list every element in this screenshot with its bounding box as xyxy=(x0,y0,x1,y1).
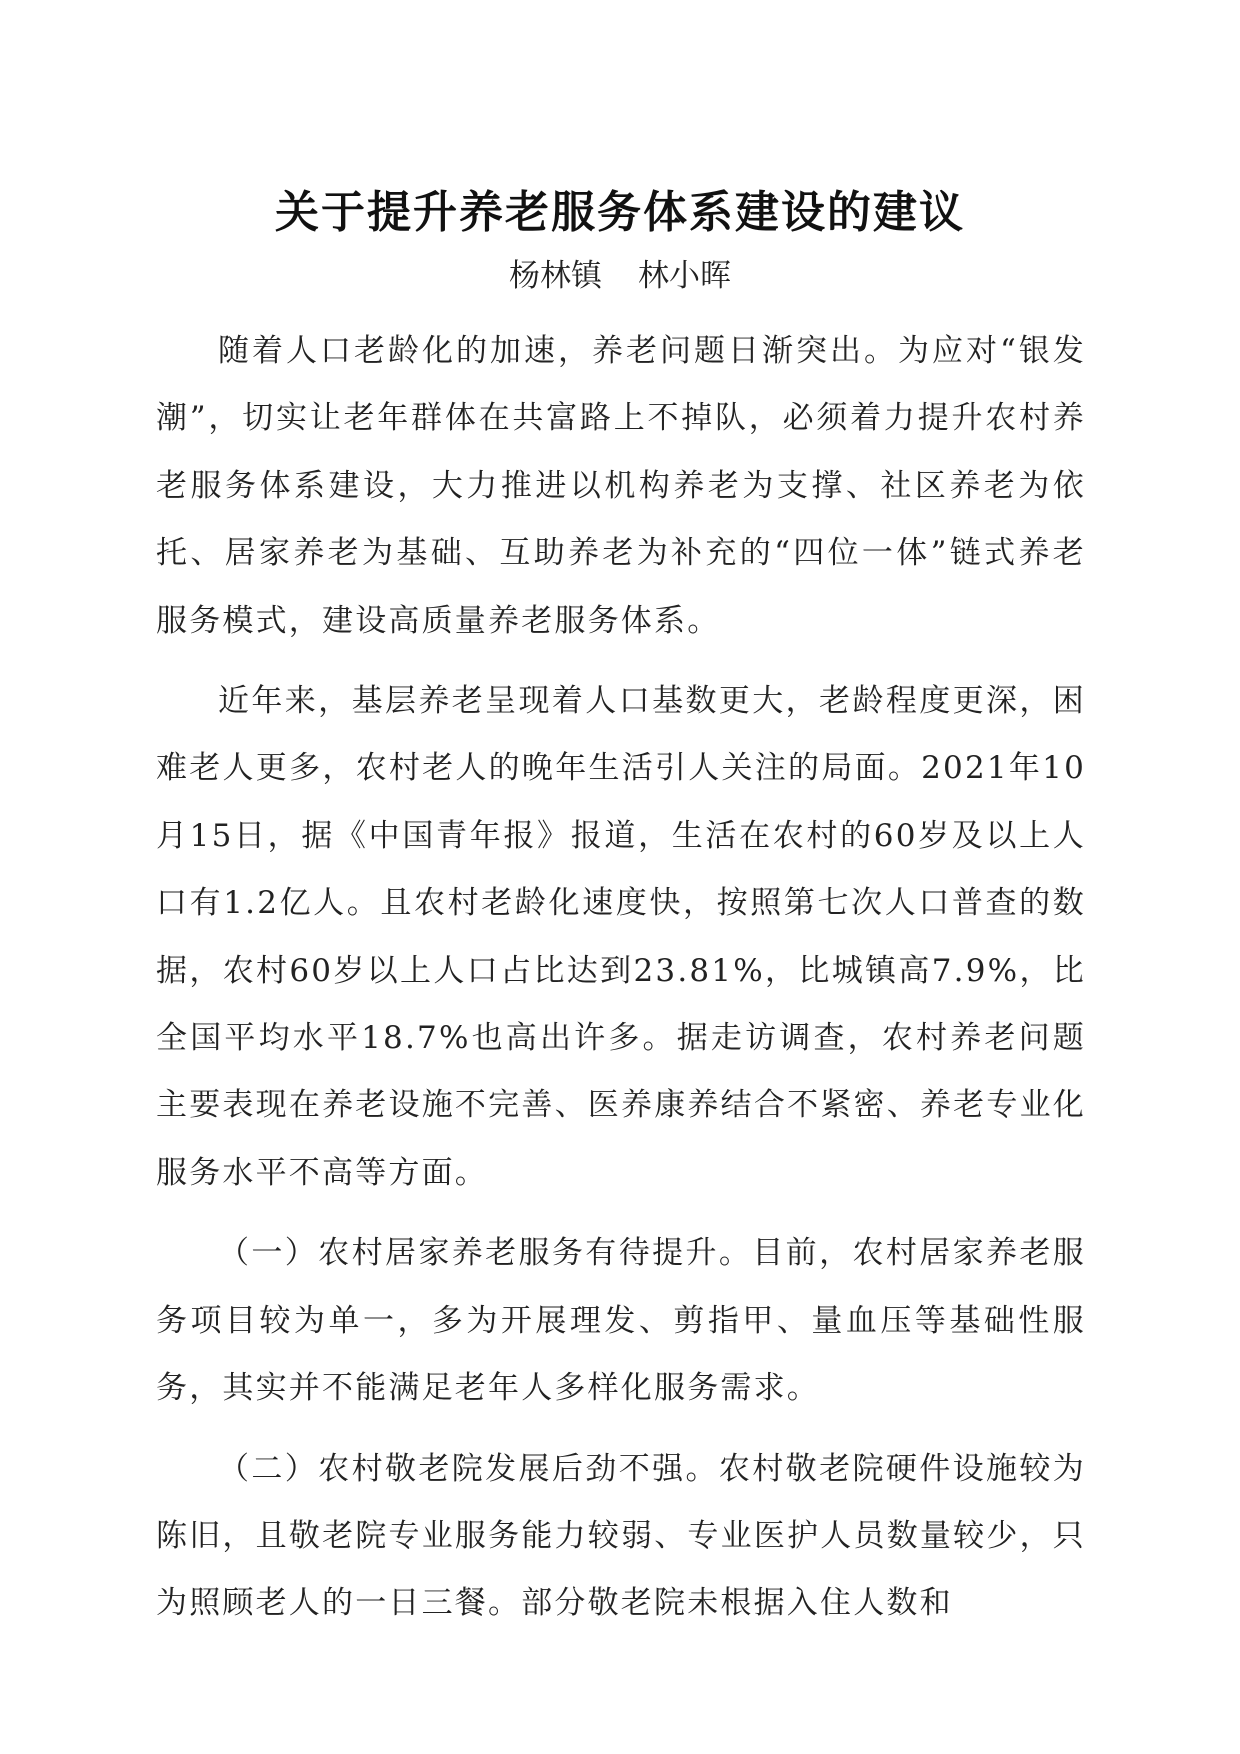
section-heading: （一）农村居家养老服务有待提升。 xyxy=(218,1235,753,1272)
paragraph-text: 随着人口老龄化的加速，养老问题日渐突出。为应对“银发潮”，切实让老年群体在共富路上不掉队，必须着力提升农村养老服务体系建设，大力推进以机构养老为支撑、社区养老为依托、居家养老为基础、互助养老为补充的“四位一体”链式养老服务模式，建设高质量养老服务体系。 xyxy=(156,333,1086,639)
paragraph xyxy=(156,668,1086,1207)
document-title: 关于提升养老服务体系建设的建议 xyxy=(275,187,965,238)
document-body xyxy=(156,318,1086,1638)
paragraph xyxy=(156,1436,1086,1638)
byline xyxy=(0,254,1240,298)
paragraph xyxy=(156,318,1086,655)
paragraph-text: 目前，农村居家养老服务项目较为单一，多为开展理发、剪指甲、量血压等基础性服务，其实并不能满足老年人多样化服务需求。 xyxy=(156,1235,1087,1407)
paragraph xyxy=(156,1220,1086,1422)
paragraph-text: 近年来，基层养老呈现着人口基数更大，老龄程度更深，困难老人更多，农村老人的晚年生活引人关注的局面。2021年10月15日，据《中国青年报》报道，生活在农村的60岁及以上人口有1.2亿人。且农村老龄化速度快，按照第七次人口普查的数据，农村60岁以上人口占比达到23.81%，比城镇高7.9%，比全国平均水平18.7%也高出许多。据走访调查，农村养老问题主要表现在养老设施不完善、医养康养结合不紧密、养老专业化服务水平不高等方面。 xyxy=(156,683,1086,1191)
byline-author: 林小晖 xyxy=(638,258,731,294)
section-heading: （二）农村敬老院发展后劲不强。 xyxy=(218,1450,719,1487)
byline-town: 杨林镇 xyxy=(509,258,602,294)
paragraph-text: 农村敬老院硬件设施较为陈旧，且敬老院专业服务能力较弱、专业医护人员数量较少，只为照顾老人的一日三餐。部分敬老院未根据入住人数和 xyxy=(156,1450,1087,1622)
